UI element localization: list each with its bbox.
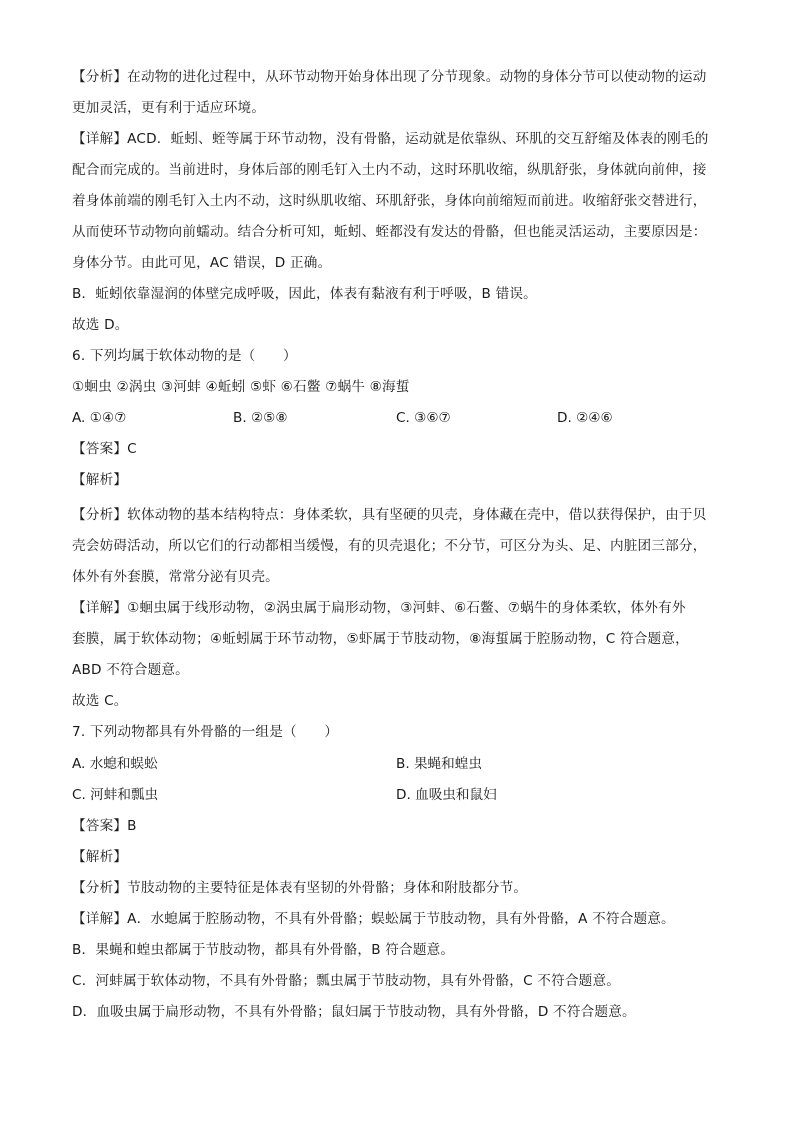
conclusion-line: 故选 D。 (72, 317, 129, 333)
q7-option-c: C. 河蚌和瓢虫 (72, 787, 159, 803)
explanation-heading: 【解析】 (72, 849, 128, 865)
analysis-line: 【分析】在动物的进化过程中，从环节动物开始身体出现了分节现象。动物的身体分节可以使动物的运动 (72, 69, 707, 85)
answer-line: 【答案】B (72, 818, 137, 834)
detail-line: 【详解】ACD．蚯蚓、蛭等属于环节动物，没有骨骼，运动就是依靠纵、环肌的交互舒缩及体表的刚毛的 (72, 131, 709, 147)
analysis-line: 壳会妨碍活动，所以它们的行动都相当缓慢，有的贝壳退化；不分节，可区分为头、足、内脏团三部分， (72, 538, 707, 554)
analysis-line: 【分析】软体动物的基本结构特点：身体柔软，具有坚硬的贝壳，身体藏在壳中，借以获得保护，由于贝 (72, 507, 707, 523)
question-6-stem: 6. 下列均属于软体动物的是（ ） (72, 348, 297, 364)
q6-option-d: D. ②④⑥ (557, 410, 613, 426)
detail-line: 从而使环节动物向前蠕动。结合分析可知，蚯蚓、蛭都没有发达的骨骼，但也能灵活运动，主要原因是： (72, 224, 707, 240)
detail-line: D．血吸虫属于扁形动物，不具有外骨骼；鼠妇属于节肢动物，具有外骨骼，D 不符合题意。 (72, 1004, 636, 1020)
detail-line: B．蚯蚓依靠湿润的体壁完成呼吸，因此，体表有黏液有利于呼吸，B 错误。 (72, 286, 537, 302)
detail-line: C．河蚌属于软体动物，不具有外骨骼；瓢虫属于节肢动物，具有外骨骼，C 不符合题意。 (72, 973, 621, 989)
q7-option-a: A. 水螅和蜈蚣 (72, 756, 158, 772)
conclusion-line: 故选 C。 (72, 693, 128, 709)
q7-option-b: B. 果蝇和蝗虫 (396, 756, 482, 772)
answer-line: 【答案】C (72, 441, 137, 457)
analysis-line: 更加灵活，更有利于适应环境。 (72, 100, 266, 116)
analysis-line: 【分析】节肢动物的主要特征是体表有坚韧的外骨骼；身体和附肢都分节。 (72, 880, 528, 896)
explanation-heading: 【解析】 (72, 472, 128, 488)
detail-line: ABD 不符合题意。 (72, 662, 189, 678)
q7-option-d: D. 血吸虫和鼠妇 (396, 787, 497, 803)
q6-option-a: A. ①④⑦ (72, 410, 127, 426)
detail-line: B．果蝇和蝗虫都属于节肢动物，都具有外骨骼，B 符合题意。 (72, 942, 455, 958)
detail-line: 着身体前端的刚毛钉入土内不动，这时纵肌收缩、环肌舒张，身体向前缩短而前进。收缩舒张交替进行， (72, 193, 707, 209)
q6-option-b: B. ②⑤⑧ (233, 410, 288, 426)
detail-line: 配合而完成的。当前进时，身体后部的刚毛钉入土内不动，这时环肌收缩，纵肌舒张，身体就向前伸，接 (72, 162, 707, 178)
detail-line: 【详解】A．水螅属于腔肠动物，不具有外骨骼；蜈蚣属于节肢动物，具有外骨骼，A 不符合题意。 (72, 911, 675, 927)
detail-line: 【详解】①蛔虫属于线形动物，②涡虫属于扁形动物，③河蚌、⑥石鳖、⑦蜗牛的身体柔软，体外有外 (72, 600, 686, 616)
question-7-stem: 7. 下列动物都具有外骨骼的一组是（ ） (72, 724, 339, 740)
analysis-line: 体外有外套膜，常常分泌有贝壳。 (72, 569, 279, 585)
q6-option-c: C. ③⑥⑦ (396, 410, 451, 426)
question-6-items: ①蛔虫 ②涡虫 ③河蚌 ④蚯蚓 ⑤虾 ⑥石鳖 ⑦蜗牛 ⑧海蜇 (72, 379, 410, 395)
detail-line: 身体分节。由此可见，AC 错误，D 正确。 (72, 255, 332, 271)
detail-line: 套膜，属于软体动物；④蚯蚓属于环节动物，⑤虾属于节肢动物，⑧海蜇属于腔肠动物，C 符合题意， (72, 631, 689, 647)
